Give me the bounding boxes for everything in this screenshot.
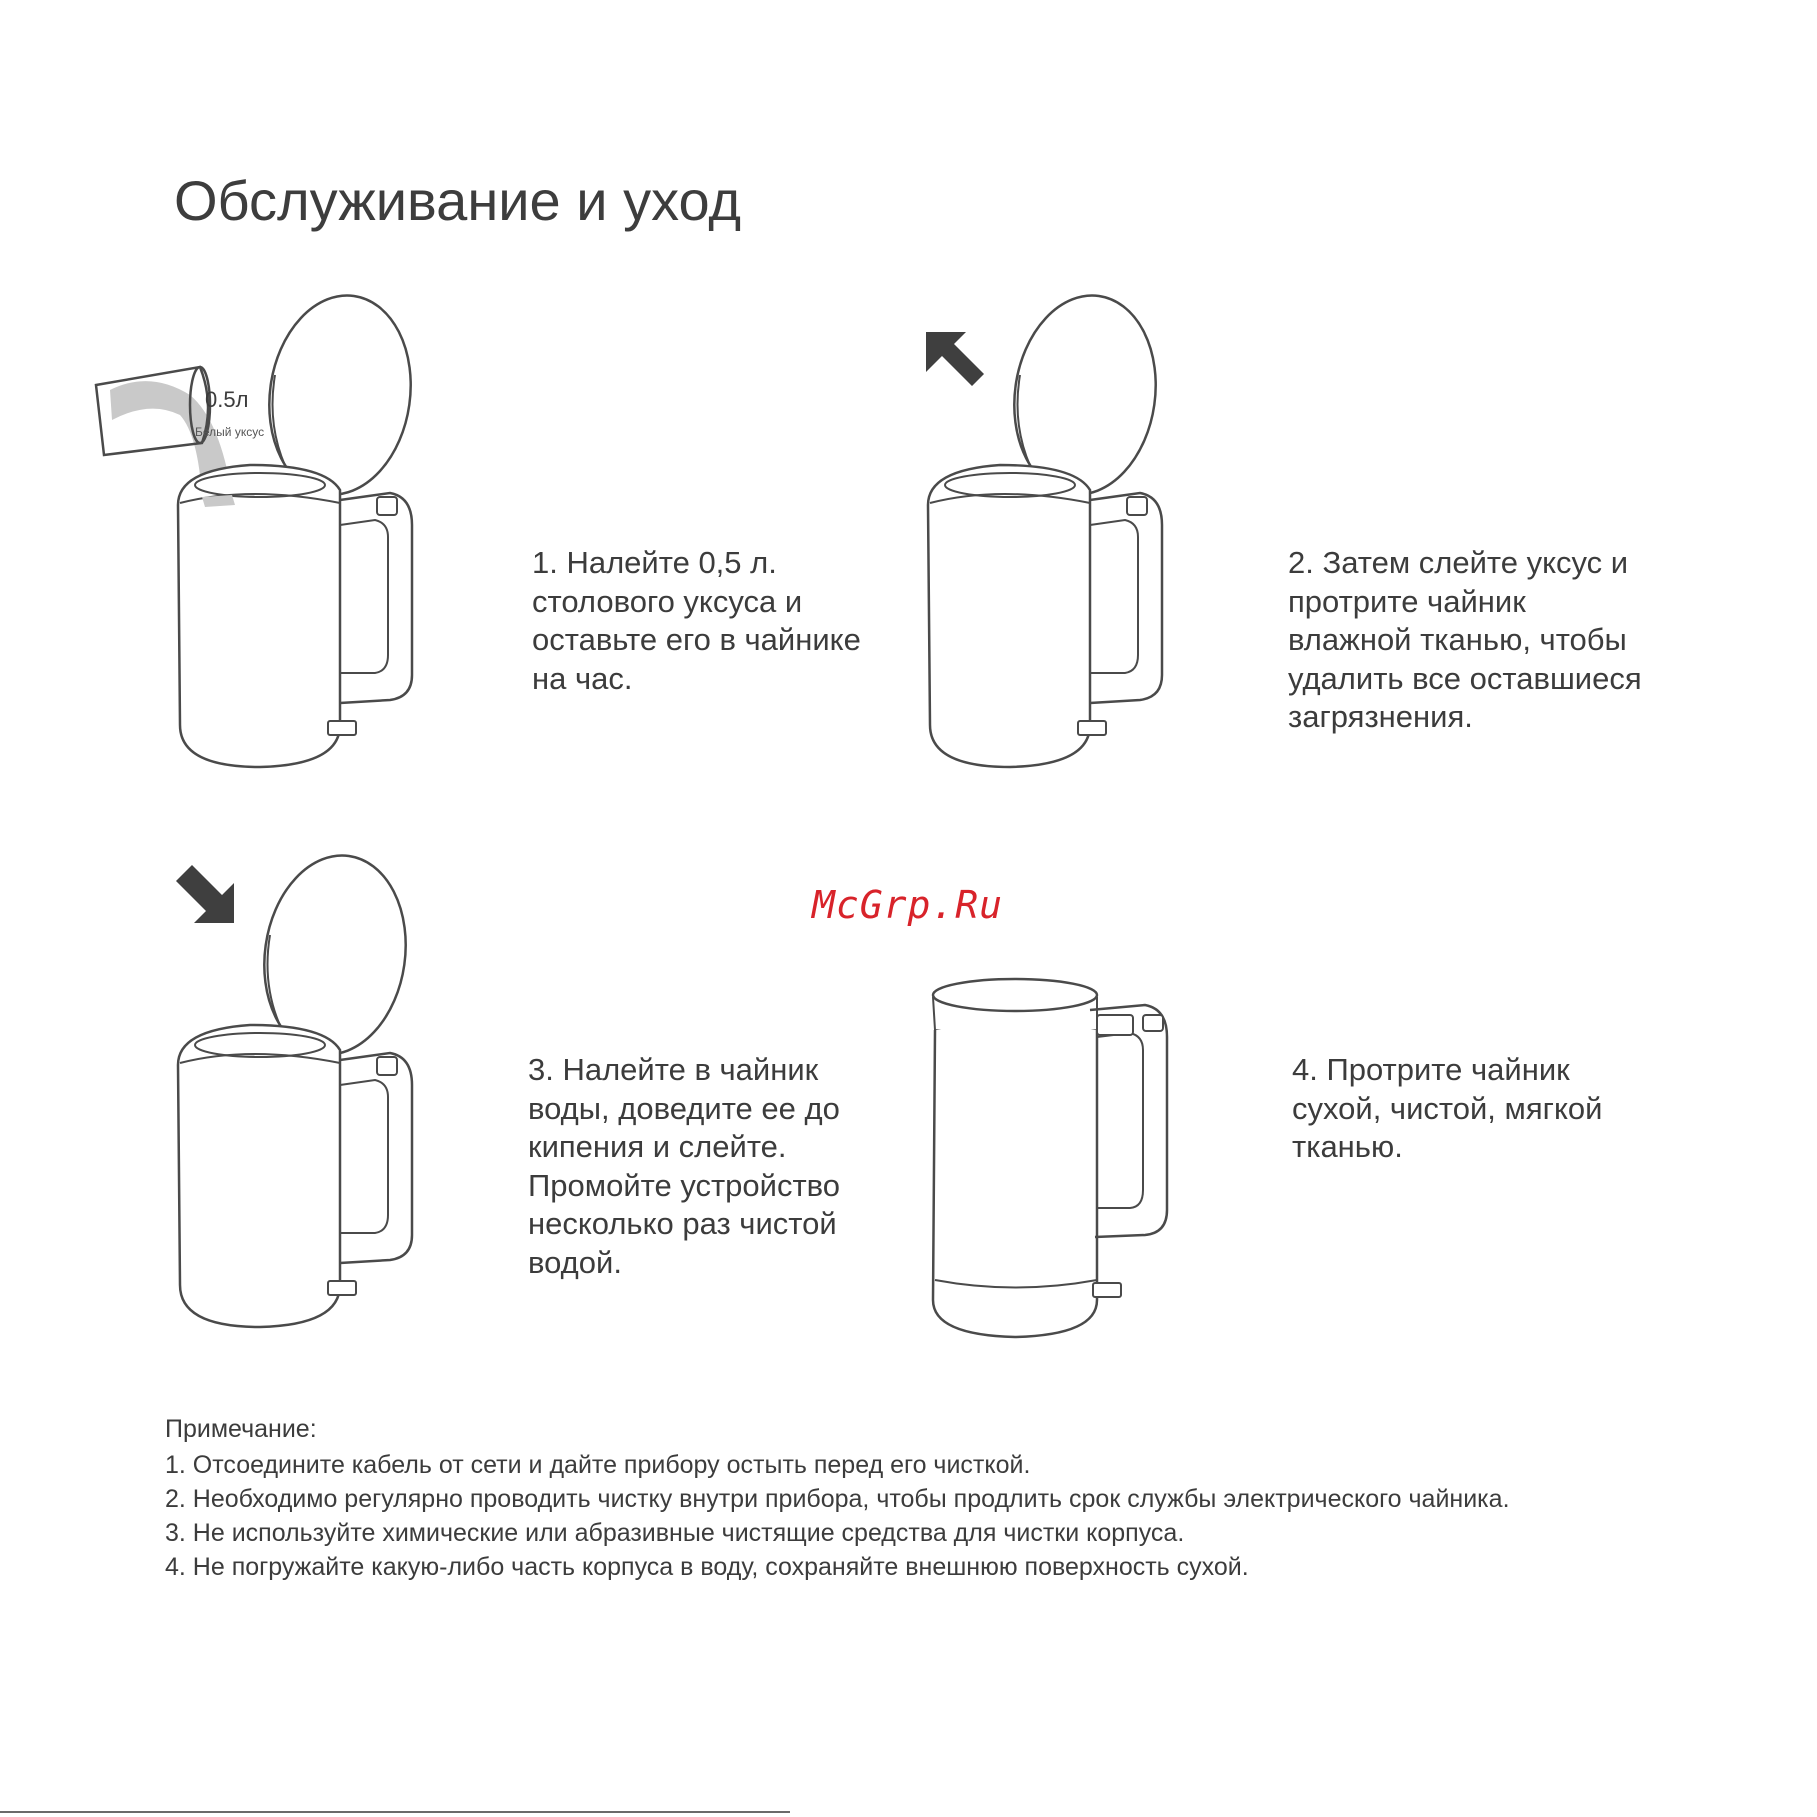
step-line: оставьте его в чайнике [532,622,861,657]
step-line: сухой, чистой, мягкой [1292,1090,1603,1126]
notes-heading: Примечание: [165,1415,317,1443]
kettle-body [928,465,1090,767]
kettle-body [178,465,340,767]
step-line: 4. Протрите чайник [1292,1052,1570,1087]
note-item: 4. Не погружайте какую-либо часть корпуса в воду, сохраняйте внешнюю поверхность сухой. [165,1553,1249,1581]
page-bottom-rule [0,1811,790,1813]
step-line: столового уксуса и [532,583,803,619]
step-line: тканью. [1292,1129,1403,1164]
note-item: 1. Отсоедините кабель от сети и дайте прибору остыть перед его чисткой. [165,1451,1031,1479]
step-line: на час. [532,660,633,696]
step-line: воды, доведите ее до [528,1090,840,1126]
step-line: 2. Затем слейте уксус и [1288,545,1629,580]
note-item: 2. Необходимо регулярно проводить чистку внутри прибора, чтобы продлить срок службы электрического чайника. [165,1485,1510,1513]
kettle-pour-vinegar-illustration [90,275,430,785]
step-line: несколько раз чистой [528,1206,837,1241]
watermark: McGrp.Ru [812,883,1004,927]
step-line: протрите чайник [1288,583,1526,619]
step-2-text [1288,544,1642,737]
step-line: 1. Налейте 0,5 л. [532,545,777,580]
step-line: кипения и слейте. [528,1129,787,1164]
kettle-body [933,1030,1097,1337]
kettle-handle [340,493,412,703]
step-line: водой. [528,1244,622,1280]
step-1-text [532,544,861,698]
step-3-text [528,1051,840,1282]
cup-content-label: Белый уксус [195,425,265,439]
step-line: влажной тканью, чтобы [1288,622,1627,657]
arrow-down-right-icon [176,865,234,923]
note-item: 3. Не используйте химические или абразивные чистящие средства для чистки корпуса. [165,1519,1185,1547]
step-4-text [1292,1051,1602,1167]
step-line: 3. Налейте в чайник [528,1052,819,1087]
kettle-handle [1090,1005,1167,1237]
step-line: Промойте устройство [528,1167,841,1203]
cup-volume-label: 0.5л [205,387,249,412]
page-title: Обслуживание и уход [174,169,742,232]
kettle-wipe-illustration [925,975,1195,1345]
kettle-drain-illustration [920,280,1190,785]
kettle-handle [1090,493,1162,703]
kettle-body [178,1025,340,1327]
kettle-boil-water-illustration [170,845,440,1350]
step-line: загрязнения. [1288,699,1473,734]
arrow-up-left-icon [926,332,984,386]
kettle-handle [340,1053,412,1263]
notes-section [165,1412,1595,1584]
step-line: удалить все оставшиеся [1288,660,1642,696]
